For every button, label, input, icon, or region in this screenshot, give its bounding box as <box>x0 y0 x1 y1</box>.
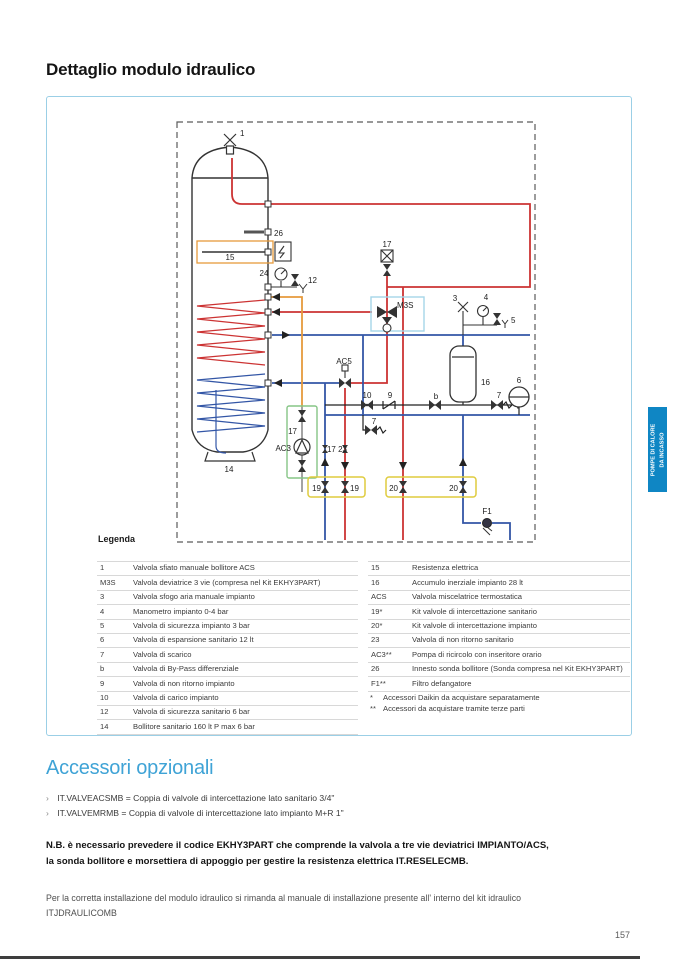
system-boundary <box>177 122 535 542</box>
legend-code: AC3** <box>371 649 392 659</box>
hydraulic-diagram <box>46 96 630 558</box>
label-f1: F1 <box>482 507 492 516</box>
nb-note: N.B. è necessario prevedere il codice EKHY3PART che comprende la valvola a tre vie deviatrici IMPIANTO/ACS, la sonda bollitore e morsettiera di appoggio per gestire la resistenza elettrica IT.RESELECMB. <box>46 840 549 868</box>
safety-valve-12 <box>291 274 307 293</box>
label-ac5: AC5 <box>336 357 352 366</box>
legend-description: Valvola di carico impianto <box>133 693 219 703</box>
valve-17-body <box>383 264 391 276</box>
legend-row <box>97 575 358 589</box>
legend-table-left <box>97 561 358 735</box>
accessory-text: IT.VALVEACSMB = Coppia di valvole di intercettazione lato sanitario 3/4" <box>57 793 335 803</box>
legend-code: 20* <box>371 621 383 631</box>
label-16: 16 <box>481 378 490 387</box>
label-b: b <box>433 392 439 401</box>
footnote-mark: * <box>370 693 373 702</box>
legend-description: Filtro defangatore <box>412 678 472 688</box>
label-7a: 7 <box>496 391 502 400</box>
label-20a: 20 <box>389 484 398 493</box>
legend-footnotes <box>368 692 540 715</box>
installation-note: Per la corretta installazione del modulo idraulico si rimanda al manuale di installazione presente all' interno del kit idraulico ITJDRAULICOMB <box>46 893 522 918</box>
label-20b: 20 <box>449 484 458 493</box>
label-17: 17 <box>382 240 392 249</box>
label-1: 1 <box>240 129 245 138</box>
label-17b: 17 <box>288 427 297 436</box>
legend-description: Kit valvole di intercettazione impianto <box>412 621 537 631</box>
label-19b: 19 <box>350 484 359 493</box>
cold-coil <box>197 374 265 432</box>
air-vent-valve-1 <box>224 134 236 154</box>
legend-description: Valvola di By-Pass differenziale <box>133 664 239 674</box>
bullet-icon: › <box>46 808 49 819</box>
legend-code: 9 <box>100 678 105 688</box>
expansion-vessel-6 <box>509 387 529 415</box>
footnote <box>368 692 540 703</box>
legend-code: b <box>100 664 105 674</box>
hot-coil <box>197 300 265 365</box>
label-ac3: AC3 <box>275 444 291 453</box>
accessory-text: IT.VALVEMRMB = Coppia di valvole di intercettazione lato impianto M+R 1" <box>57 808 344 819</box>
motor-valve-17 <box>381 250 393 262</box>
label-5: 5 <box>511 316 516 325</box>
legend-code: F1** <box>371 678 386 688</box>
section-side-tab <box>648 407 667 492</box>
legend-code: 14 <box>100 721 109 731</box>
legend-table-right <box>368 561 630 692</box>
legend-row <box>368 619 630 633</box>
footnote-text: Accessori Daikin da acquistare separatamente <box>383 693 540 702</box>
label-10: 10 <box>362 391 372 400</box>
legend-code: 12 <box>100 707 109 717</box>
legend-description: Valvola di non ritorno impianto <box>133 678 235 688</box>
legend-description: Kit valvole di intercettazione sanitario <box>412 606 537 616</box>
label-4: 4 <box>483 293 489 302</box>
page-title: Dettaglio modulo idraulico <box>46 60 256 79</box>
vent-gauge-safety-group <box>458 302 497 335</box>
label-17-23: 17 23 <box>326 445 348 454</box>
buffer-tank-16 <box>450 346 476 405</box>
accessories-list <box>46 794 344 825</box>
legend-row <box>97 719 358 734</box>
legend-row <box>97 676 358 690</box>
hot-water-lines <box>232 158 530 540</box>
legend-row <box>97 633 358 647</box>
legend-row <box>368 662 630 676</box>
legend-row <box>97 662 358 676</box>
legend-description: Valvola sfiato manuale bollitore ACS <box>133 563 255 573</box>
label-26: 26 <box>274 229 283 238</box>
legend-code: 7 <box>100 649 105 659</box>
accessory-item <box>46 794 344 803</box>
label-24: 24 <box>259 269 269 278</box>
legend-description: Valvola di non ritorno sanitario <box>412 635 514 645</box>
legend-code: 16 <box>371 577 380 587</box>
legend-code: 5 <box>100 621 105 631</box>
legend-code: 4 <box>100 606 105 616</box>
legend-description: Valvola di sicurezza impianto 3 bar <box>133 621 250 631</box>
legend-row <box>97 691 358 705</box>
legend-row <box>97 561 358 575</box>
legend-description: Valvola sfogo aria manuale impianto <box>133 592 255 602</box>
legend-code: 3 <box>100 592 105 602</box>
footnote-text: Accessori da acquistare tramite terze parti <box>383 704 525 714</box>
legend-row <box>368 590 630 604</box>
side-tab-text <box>649 407 666 492</box>
legend-code: 19* <box>371 606 383 616</box>
legend-description: Valvola di sicurezza sanitario 6 bar <box>133 707 250 717</box>
legend-row <box>97 647 358 661</box>
accessories-heading: Accessori opzionali <box>46 757 214 779</box>
mixing-valve-ac5 <box>339 365 351 388</box>
legend-code: 6 <box>100 635 105 645</box>
legend-description: Valvola deviatrice 3 vie (compresa nel Kit EKHY3PART) <box>133 577 321 587</box>
legend-row <box>97 590 358 604</box>
side-tab-line2: DA INCASSO <box>658 432 665 467</box>
legend-code: 1 <box>100 563 105 573</box>
legend-code: 26 <box>371 664 380 674</box>
label-3: 3 <box>452 294 458 303</box>
label-19a: 19 <box>312 484 321 493</box>
legend-description: Resistenza elettrica <box>412 563 479 573</box>
legend-row <box>368 561 630 575</box>
label-15: 15 <box>225 253 235 262</box>
page-number: 157 <box>614 930 630 940</box>
legend-description: Valvola miscelatrice termostatica <box>412 592 523 602</box>
legend-description: Pompa di ricircolo con inseritore orario <box>412 649 542 659</box>
heater-terminal-box <box>275 242 291 261</box>
legend-description: Valvola di scarico <box>133 649 192 659</box>
legend-description: Bollitore sanitario 160 lt P max 6 bar <box>133 721 255 731</box>
legend-description: Valvola di espansione sanitario 12 lt <box>133 635 254 645</box>
legend-row <box>97 705 358 719</box>
recirculation-pump-ac3 <box>294 439 310 455</box>
label-14: 14 <box>224 465 234 474</box>
legend-row <box>368 575 630 589</box>
legend-description: Accumulo inerziale impianto 28 lt <box>412 577 524 587</box>
legend-code: 23 <box>371 635 380 645</box>
legend-row <box>368 604 630 618</box>
legend-code: 15 <box>371 563 380 573</box>
legend-row <box>368 647 630 661</box>
legend-description: Innesto sonda bollitore (Sonda compresa nel Kit EKHY3PART) <box>412 664 623 674</box>
legend-row <box>368 676 630 691</box>
label-9: 9 <box>387 391 393 400</box>
footnote-mark: ** <box>370 704 376 714</box>
side-tab-line1: POMPE DI CALORE <box>649 423 656 476</box>
label-6: 6 <box>516 376 522 385</box>
bullet-icon: › <box>46 793 49 803</box>
recirculation-line <box>268 297 302 407</box>
legend-description: Manometro impianto 0-4 bar <box>133 606 229 616</box>
label-m3s: M3S <box>397 301 414 310</box>
label-12: 12 <box>308 276 317 285</box>
label-7b: 7 <box>371 417 377 426</box>
legend-code: M3S <box>100 577 116 587</box>
legend-code: 10 <box>100 693 109 703</box>
legend-row <box>97 604 358 618</box>
footnote <box>368 703 540 714</box>
pressure-gauge-24 <box>275 268 287 287</box>
legend-title: Legenda <box>98 534 136 544</box>
accessory-item <box>46 809 344 818</box>
legend-row <box>97 619 358 633</box>
safety-valve-5 <box>493 313 508 328</box>
dirt-filter-f1 <box>483 519 493 536</box>
legend-row <box>368 633 630 647</box>
legend-code: ACS <box>371 592 387 602</box>
